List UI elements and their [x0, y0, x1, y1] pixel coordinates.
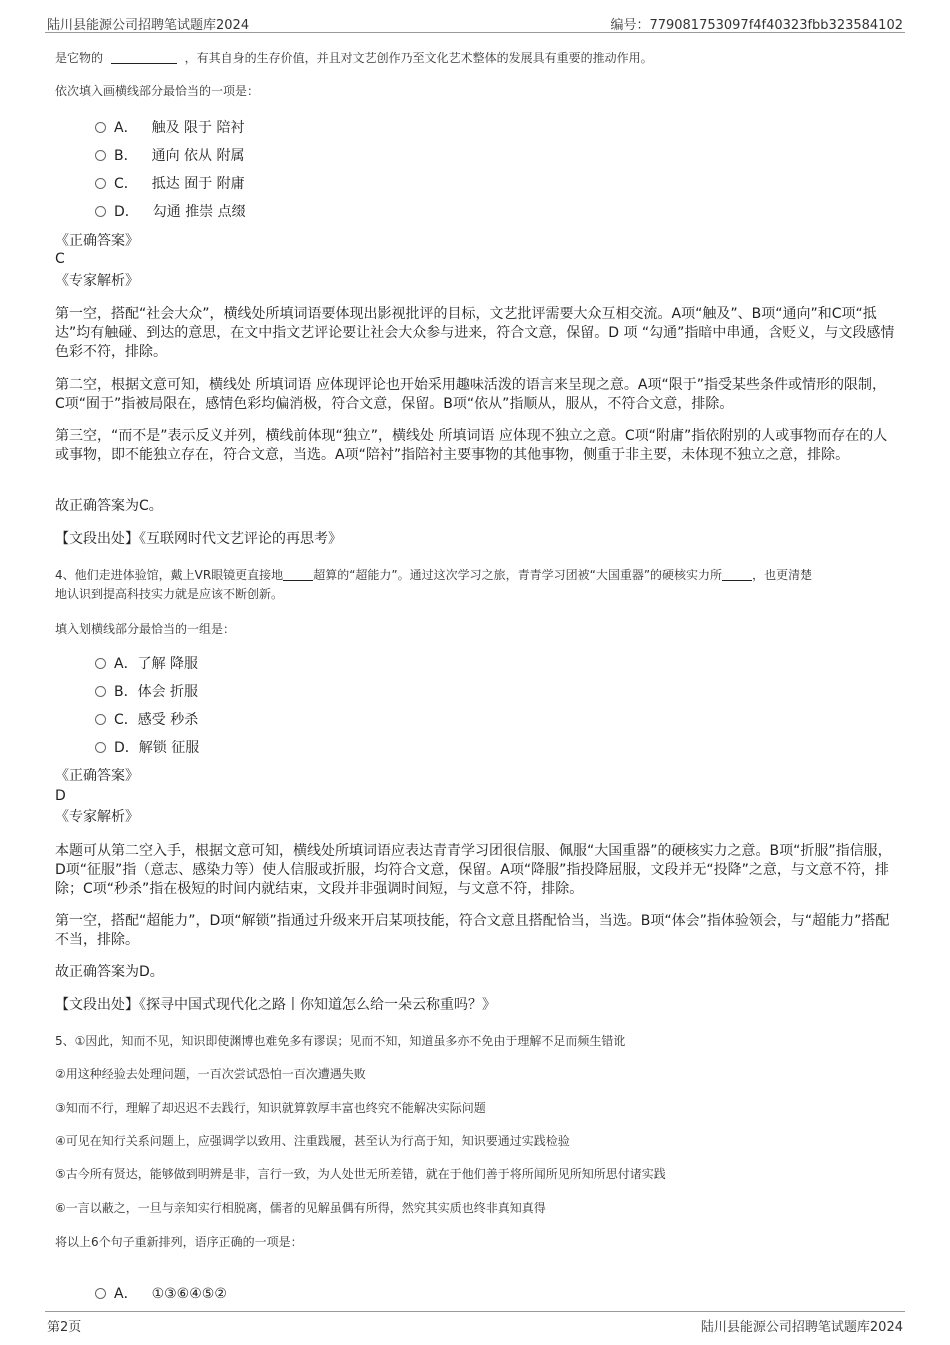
q4-option-a[interactable]: A．了解 降服 [95, 654, 198, 674]
q5-sentence: ⑤古今所有贤达，能够做到明辨是非，言行一致，为人处世无所差错，就在于他们善于将所闻所见所知所思付诸实践 [55, 1167, 666, 1181]
radio-icon[interactable] [95, 658, 106, 669]
q4-prompt: 填入划横线部分最恰当的一组是： [55, 622, 236, 636]
radio-icon[interactable] [95, 714, 106, 725]
q3-option-a[interactable]: A． 触及 限于 陪衬 [95, 118, 244, 138]
q3-stem: 是它物的 ，有其自身的生存价值，并且对文艺创作乃至文化艺术整体的发展具有重要的推动作用。 [55, 51, 653, 65]
q5-prompt: 将以上6个句子重新排列，语序正确的一项是： [55, 1235, 303, 1249]
q4-source: 【文段出处】《探寻中国式现代化之路丨你知道怎么给一朵云称重吗？》 [55, 997, 496, 1013]
q5-sentence: 5、①因此，知而不见，知识即使渊博也难免多有谬误；见而不知，知道虽多亦不免由于理解不足而频生错讹 [55, 1034, 626, 1048]
q4-blank-2 [722, 568, 752, 581]
radio-icon[interactable] [95, 178, 106, 189]
q4-option-c[interactable]: C．感受 秒杀 [95, 710, 198, 730]
radio-icon[interactable] [95, 122, 106, 133]
header-title: 陆川县能源公司招聘笔试题库2024 [47, 18, 250, 33]
q3-source: 【文段出处】《互联网时代文艺评论的再思考》 [55, 531, 342, 547]
q4-answer: D [55, 788, 66, 804]
q4-analysis-paragraph: 第一空，搭配“超能力”，D项“解锁”指通过升级来开启某项技能，符合文意且搭配恰当，当选。B项“体会”指体验领会，与“超能力”搭配不当，排除。 [55, 913, 890, 948]
q3-prompt: 依次填入画横线部分最恰当的一项是： [55, 84, 260, 98]
q4-analysis-label: 《专家解析》 [55, 809, 139, 825]
q3-answer: C [55, 251, 65, 267]
q3-analysis-label: 《专家解析》 [55, 273, 139, 289]
q4-conclusion: 故正确答案为D。 [55, 964, 164, 980]
radio-icon[interactable] [95, 150, 106, 161]
q4-answer-label: 《正确答案》 [55, 768, 139, 784]
q3-analysis-paragraph: 第二空，根据文意可知，横线处 所填词语 应体现评论也开始采用趣味活泼的语言来呈现之意。A项“限于”指受某些条件或情形的限制，C项“囿于”指被局限在，感情色彩均偏消极，符合文意，保留。B项“依从”指顺从，服从，不符合文意，排除。 [55, 377, 886, 412]
footer-title: 陆川县能源公司招聘笔试题库2024 [700, 1320, 903, 1335]
q4-analysis-paragraph: 本题可从第二空入手，根据文意可知，横线处所填词语应表达青青学习团很信服、佩服“大国重器”的硬核实力之意。B项“折服”指信服，D项“征服”指（意志、感染力等）使人信服或折服，均符合文意，保留。A项“降服”指投降屈服，文段并无“投降”之意，与文意不符，排除；C项“秒杀”指在极短的时间内就结束，文段并非强调时间短，与文意不符，排除。 [55, 843, 892, 897]
q3-analysis-paragraph: 第三空，“而不是”表示反义并列，横线前体现“独立”，横线处 所填词语 应体现不独立之意。C项“附庸”指依附别的人或事物而存在的人或事物，即不能独立存在，符合文意，当选。A项“陪衬”指陪衬主要事物的其他事物，侧重于非主要，未体现不独立之意，排除。 [55, 428, 888, 463]
q5-option-a[interactable]: A． ①③⑥④⑤② [95, 1284, 227, 1304]
q3-conclusion: 故正确答案为C。 [55, 498, 163, 514]
q3-analysis-paragraph: 第一空，搭配“社会大众”，横线处所填词语要体现出影视批评的目标，文艺批评需要大众互相交流。A项“触及”、B项“通向”和C项“抵达”均有触碰、到达的意思，在文中指文艺评论要让社会大众参与进来，符合文意，保留。D 项 “勾通”指暗中串通，含贬义，与文段感情色彩不符，排除。 [55, 306, 895, 360]
q5-sentence: ②用这种经验去处理问题，一百次尝试恐怕一百次遭遇失败 [55, 1067, 366, 1081]
header-code: 编号：779081753097f4f40323fbb323584102 [610, 18, 903, 33]
q5-sentence: ⑥一言以蔽之，一旦与亲知实行相脱离，儒者的见解虽偶有所得，然究其实质也终非真知真得 [55, 1201, 546, 1215]
q5-sentence: ④可见在知行关系问题上，应强调学以致用、注重践履，甚至认为行高于知，知识要通过实践检验 [55, 1134, 570, 1148]
q3-option-d[interactable]: D． 勾通 推崇 点缀 [95, 202, 246, 222]
q4-blank-1 [283, 568, 313, 581]
radio-icon[interactable] [95, 206, 106, 217]
q3-answer-label: 《正确答案》 [55, 233, 139, 249]
q3-option-b[interactable]: B． 通向 依从 附属 [95, 146, 245, 166]
page-number: 第2页 [47, 1320, 82, 1335]
q4-option-b[interactable]: B．体会 折服 [95, 682, 198, 702]
q3-blank [111, 51, 177, 64]
q3-option-c[interactable]: C． 抵达 囿于 附庸 [95, 174, 245, 194]
page-footer [45, 1311, 905, 1336]
page-header [45, 10, 905, 33]
radio-icon[interactable] [95, 686, 106, 697]
q5-sentence: ③知而不行，理解了却迟迟不去践行，知识就算敦厚丰富也终究不能解决实际问题 [55, 1101, 486, 1115]
radio-icon[interactable] [95, 1288, 106, 1299]
q4-option-d[interactable]: D．解锁 征服 [95, 738, 199, 758]
q4-stem: 4、他们走进体验馆，戴上VR眼镜更直接地 超算的“超能力”。通过这次学习之旅，青青学习团被“大国重器”的硬核实力所 ，也更清楚 地认识到提高科技实力就是应该不断创新。 [55, 568, 813, 601]
radio-icon[interactable] [95, 742, 106, 753]
